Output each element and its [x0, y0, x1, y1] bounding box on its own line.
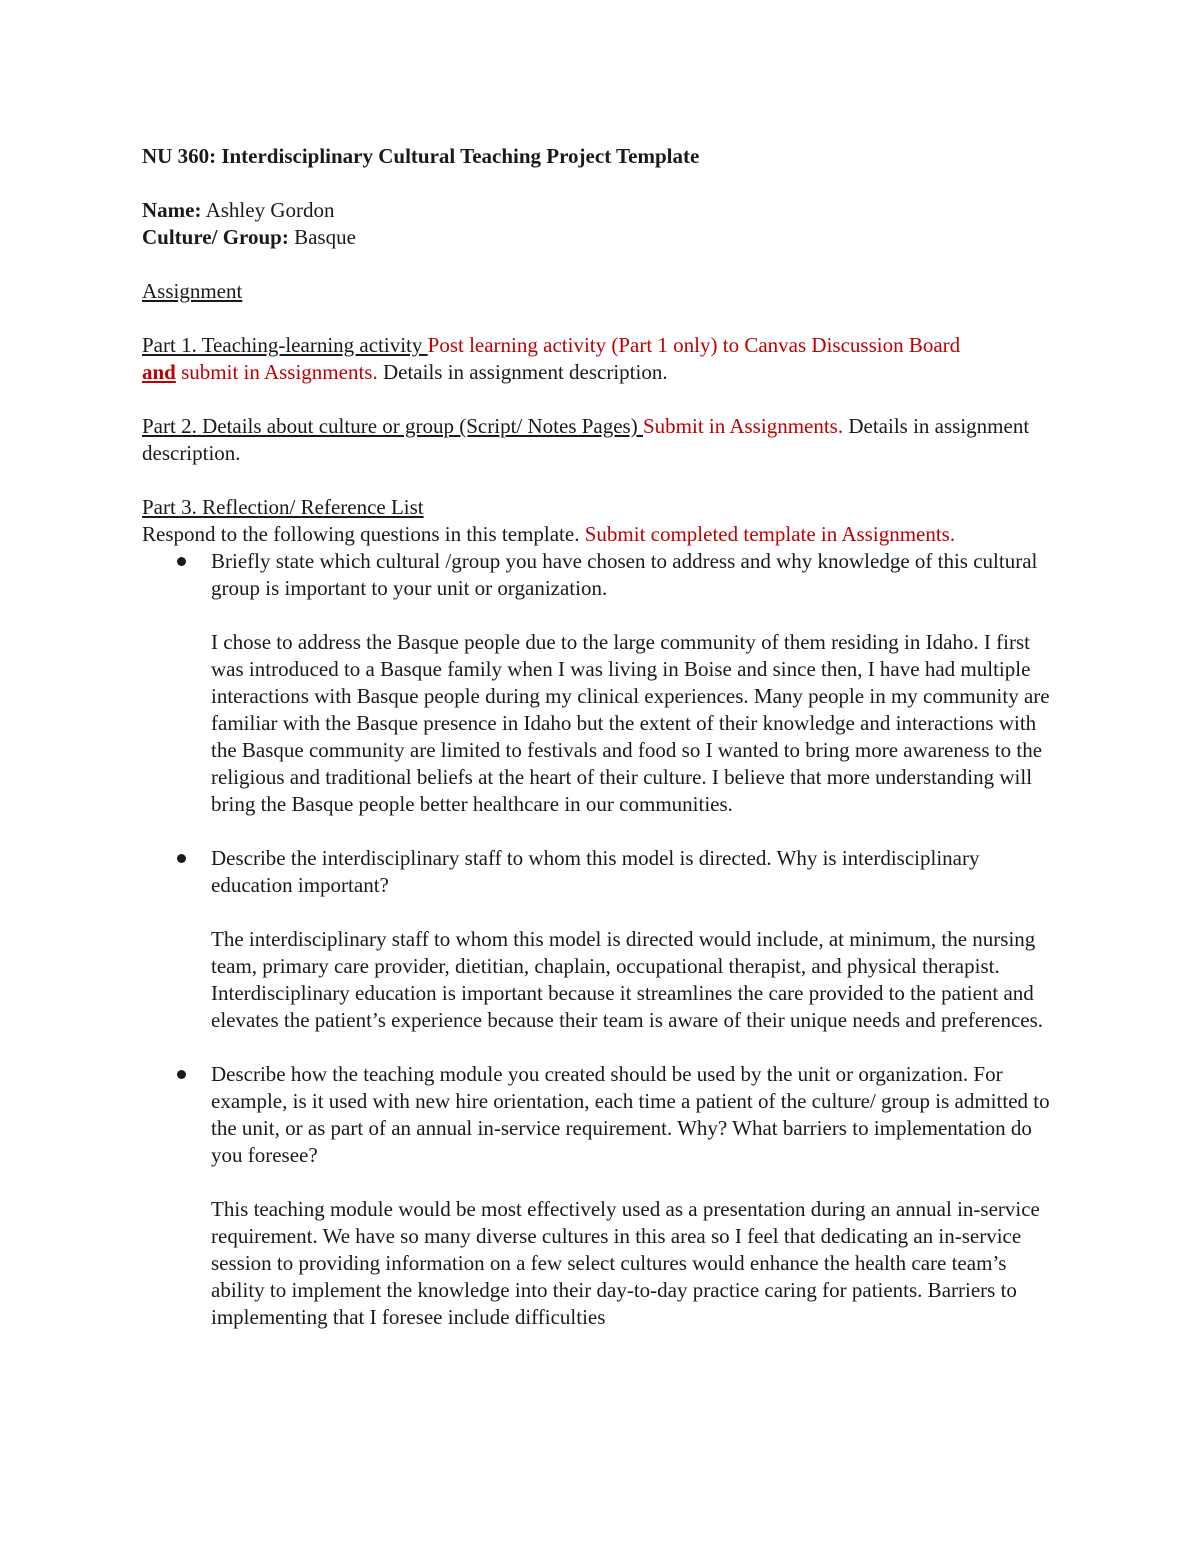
part1-paragraph — [142, 332, 1062, 386]
document-page — [142, 143, 1062, 1331]
question-text: Describe the interdisciplinary staff to whom this model is directed. Why is interdisciplinary education important? — [211, 846, 980, 897]
part3-label: Part 3. Reflection/ Reference List — [142, 495, 424, 519]
part2-tail: Details in assignment description. — [142, 414, 1030, 465]
name-line — [142, 197, 1062, 224]
question-text: Describe how the teaching module you created should be used by the unit or organization. For example, is it used with new hire orientation, each time a patient of the culture/ group is admitted to the unit, or as part of an annual in-service requirement. Why? What barriers to implementation do you foresee? — [211, 1062, 1050, 1167]
part1-and: and — [142, 360, 176, 384]
bullet-icon — [177, 854, 186, 863]
part3-red-text: Submit completed template in Assignments. — [584, 522, 956, 546]
answer-paragraph: I chose to address the Basque people due to the large community of them residing in Idaho. I first was introduced to a Basque family when I was living in Boise and since then, I have had multiple interactions with Basque people during my clinical experiences. Many people in my community are familiar with the Basque presence in Idaho but the extent of their knowledge and interactions with the Basque community are limited to festivals and food so I wanted to bring more awareness to the religious and traditional beliefs at the heart of their culture. I believe that more understanding will bring the Basque people better healthcare in our communities. — [211, 630, 1050, 816]
question-text: Briefly state which cultural /group you have chosen to address and why knowledge of this cultural group is important to your unit or organization. — [211, 549, 1038, 600]
bullet-icon — [177, 1070, 186, 1079]
name-label: Name: — [142, 198, 202, 222]
answer-text — [142, 1196, 1062, 1331]
question-item — [142, 548, 1062, 602]
question-item — [142, 845, 1062, 899]
part1-tail: Details in assignment description. — [377, 360, 668, 384]
part1-red-text: Post learning activity (Part 1 only) to Canvas Discussion Board — [427, 333, 961, 357]
part3-intro: Respond to the following questions in this template. — [142, 522, 585, 546]
culture-label: Culture/ Group: — [142, 225, 289, 249]
name-value: Ashley Gordon — [201, 198, 335, 222]
answer-paragraph: This teaching module would be most effectively used as a presentation during an annual in-service requirement. We have so many diverse cultures in this area so I feel that dedicating an in-service session to providing information on a few select cultures would enhance the health care team’s ability to implement the knowledge into their day-to-day practice caring for patients. Barriers to implementing that I foresee include difficulties — [211, 1197, 1040, 1329]
assignment-heading: Assignment — [142, 279, 243, 303]
part2-paragraph — [142, 413, 1062, 467]
culture-line — [142, 224, 1062, 251]
document-title: NU 360: Interdisciplinary Cultural Teaching Project Template — [142, 144, 700, 168]
bullet-icon — [177, 557, 186, 566]
part2-red-text: Submit in Assignments. — [642, 414, 844, 438]
part1-label: Part 1. Teaching-learning activity — [142, 333, 428, 357]
culture-value: Basque — [288, 225, 356, 249]
answer-paragraph: The interdisciplinary staff to whom this model is directed would include, at minimum, the nursing team, primary care provider, dietitian, chaplain, occupational therapist, and physical therapist. Interdisciplinary education is important because it streamlines the care provided to the patient and elevates the patient’s experience because their team is aware of their unique needs and preferences. — [211, 927, 1044, 1032]
answer-text — [142, 926, 1062, 1034]
part1-red-text2: submit in Assignments. — [175, 360, 378, 384]
answer-text — [142, 629, 1062, 818]
part3-intro-line — [142, 521, 1062, 548]
question-item — [142, 1061, 1062, 1169]
part2-label: Part 2. Details about culture or group (Script/ Notes Pages) — [142, 414, 643, 438]
